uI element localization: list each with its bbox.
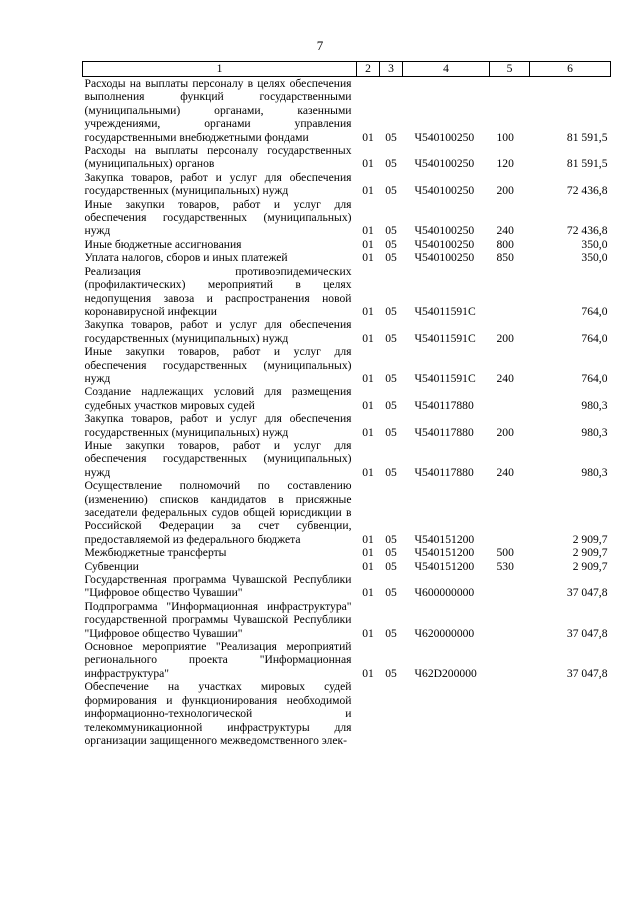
row-expense-type: 240 [496, 224, 514, 238]
row-amount: 980,3 [581, 465, 608, 479]
row-name: Иные бюджетные ассигнования [84, 237, 242, 251]
row-section: 01 [362, 532, 374, 546]
row-expense-type: 850 [496, 251, 514, 265]
row-expense-type: 100 [496, 130, 514, 144]
budget-table [82, 61, 611, 747]
table-row [83, 171, 611, 198]
row-section: 01 [362, 666, 374, 680]
table-row [83, 198, 611, 238]
row-target-code: Ч540151200 [414, 532, 475, 546]
row-target-code: Ч54011591С [414, 331, 476, 345]
header-col-6: 6 [530, 62, 611, 77]
header-col-1: 1 [83, 62, 357, 77]
row-subsection: 05 [385, 666, 397, 680]
row-amount: 350,0 [581, 237, 608, 251]
row-target-code: Ч540117880 [414, 465, 474, 479]
row-subsection: 05 [385, 130, 397, 144]
row-target-code: Ч540100250 [414, 224, 475, 238]
table-row [83, 680, 611, 747]
row-section: 01 [362, 157, 374, 171]
row-target-code: Ч540100250 [414, 157, 475, 171]
row-subsection: 05 [385, 559, 397, 573]
table-row [83, 573, 611, 600]
table-row [83, 479, 611, 546]
table-row [83, 318, 611, 345]
table-body [83, 77, 611, 748]
row-target-code [403, 680, 490, 747]
row-expense-type: 120 [496, 157, 514, 171]
row-subsection: 05 [385, 304, 397, 318]
row-expense-type [490, 600, 530, 640]
row-target-code: Ч620000000 [414, 626, 475, 640]
row-section: 01 [362, 130, 374, 144]
row-amount: 37 047,8 [566, 626, 608, 640]
row-amount: 980,3 [581, 425, 608, 439]
row-amount: 764,0 [581, 331, 608, 345]
row-target-code: Ч540117880 [414, 425, 474, 439]
row-subsection: 05 [385, 465, 397, 479]
header-col-5: 5 [490, 62, 530, 77]
row-expense-type [490, 680, 530, 747]
row-amount: 2 909,7 [572, 546, 608, 560]
row-expense-type: 200 [496, 425, 514, 439]
row-subsection [380, 680, 403, 747]
row-subsection: 05 [385, 586, 397, 600]
row-target-code: Ч540151200 [414, 559, 475, 573]
row-amount: 2 909,7 [572, 532, 608, 546]
row-section: 01 [362, 626, 374, 640]
header-col-2: 2 [357, 62, 380, 77]
table-row [83, 238, 611, 251]
row-target-code: Ч540100250 [414, 251, 475, 265]
table-row [83, 600, 611, 640]
header-col-4: 4 [403, 62, 490, 77]
row-section: 01 [362, 304, 374, 318]
row-subsection: 05 [385, 425, 397, 439]
table-row [83, 560, 611, 573]
table-header [83, 62, 611, 77]
row-section: 01 [362, 184, 374, 198]
row-section: 01 [362, 398, 374, 412]
row-subsection: 05 [385, 532, 397, 546]
row-expense-type [490, 265, 530, 319]
row-amount: 350,0 [581, 251, 608, 265]
row-amount: 81 591,5 [566, 157, 608, 171]
row-section: 01 [362, 251, 374, 265]
row-subsection: 05 [385, 626, 397, 640]
row-expense-type: 240 [496, 371, 514, 385]
row-section: 01 [362, 224, 374, 238]
table-row [83, 640, 611, 680]
table-row [83, 385, 611, 412]
row-name: Создание надлежащих условий для размещения судебных участков мировых судей [84, 385, 352, 412]
row-amount: 764,0 [581, 371, 608, 385]
row-target-code: Ч540100250 [414, 130, 475, 144]
table-row [83, 77, 611, 145]
row-name: Закупка товаров, работ и услуг для обеспечения государственных (муниципальных) нужд [84, 318, 352, 345]
row-name: Иные закупки товаров, работ и услуг для обеспечения государственных (муниципальных) нужд [84, 197, 352, 238]
row-name: Закупка товаров, работ и услуг для обеспечения государственных (муниципальных) нужд [84, 412, 352, 439]
row-section: 01 [362, 331, 374, 345]
table-row [83, 439, 611, 479]
row-target-code: Ч540100250 [414, 184, 475, 198]
row-subsection: 05 [385, 224, 397, 238]
row-subsection: 05 [385, 371, 397, 385]
row-expense-type: 240 [496, 465, 514, 479]
row-name: Осуществление полномочий по составлению (изменению) списков кандидатов в присяжные заседатели федеральных судов общей юрисдикции в Российской Федерации за счет субвенции, предоставляемой из федерального бюджета [84, 479, 352, 546]
row-amount: 37 047,8 [566, 666, 608, 680]
row-name: Основное мероприятие "Реализация мероприятий регионального проекта "Информационная инфраструктура" [84, 640, 352, 680]
row-target-code: Ч540151200 [414, 546, 475, 560]
row-section: 01 [362, 559, 374, 573]
row-expense-type: 200 [496, 331, 514, 345]
row-name: Расходы на выплаты персоналу государственных (муниципальных) органов [84, 144, 352, 171]
row-expense-type [490, 640, 530, 680]
row-section: 01 [362, 371, 374, 385]
row-name: Иные закупки товаров, работ и услуг для обеспечения государственных (муниципальных) нужд [84, 438, 352, 479]
table-row [83, 345, 611, 385]
row-name: Государственная программа Чувашской Республики "Цифровое общество Чувашии" [84, 573, 352, 600]
row-name: Уплата налогов, сборов и иных платежей [84, 251, 288, 265]
row-subsection: 05 [385, 184, 397, 198]
row-amount [530, 680, 611, 747]
table-row [83, 546, 611, 559]
row-subsection: 05 [385, 398, 397, 412]
row-target-code: Ч54011591С [414, 304, 476, 318]
row-expense-type: 200 [496, 184, 514, 198]
page-number: 7 [316, 38, 324, 53]
row-expense-type [490, 385, 530, 412]
row-expense-type: 800 [496, 237, 514, 251]
row-name: Расходы на выплаты персоналу в целях обеспечения выполнения функций государственными (муниципальными) органами, казенными учреждениями, органами управления государственными внебюджетными фондами [84, 77, 352, 144]
row-target-code: Ч54011591С [414, 371, 476, 385]
row-subsection: 05 [385, 251, 397, 265]
row-subsection: 05 [385, 546, 397, 560]
row-subsection: 05 [385, 157, 397, 171]
row-name: Межбюджетные трансферты [84, 546, 227, 560]
row-section: 01 [362, 586, 374, 600]
table-row [83, 251, 611, 264]
row-section: 01 [362, 465, 374, 479]
header-col-3: 3 [380, 62, 403, 77]
row-expense-type: 530 [496, 559, 514, 573]
row-section: 01 [362, 425, 374, 439]
row-section [357, 680, 380, 747]
row-target-code: Ч600000000 [414, 586, 475, 600]
row-section: 01 [362, 546, 374, 560]
table-row [83, 412, 611, 439]
row-expense-type [490, 479, 530, 546]
row-subsection: 05 [385, 237, 397, 251]
table-row [83, 144, 611, 171]
row-name: Закупка товаров, работ и услуг для обеспечения государственных (муниципальных) нужд [84, 170, 352, 198]
row-amount: 72 436,8 [566, 184, 608, 198]
row-amount: 980,3 [581, 398, 608, 412]
row-amount: 37 047,8 [566, 586, 608, 600]
row-name: Субвенции [84, 559, 139, 573]
header-row [83, 62, 611, 77]
row-amount: 764,0 [581, 304, 608, 318]
row-section: 01 [362, 237, 374, 251]
row-target-code: Ч540117880 [414, 398, 474, 412]
row-expense-type: 500 [496, 546, 514, 560]
row-name: Иные закупки товаров, работ и услуг для обеспечения государственных (муниципальных) нужд [84, 345, 352, 385]
row-amount: 72 436,8 [566, 224, 608, 238]
row-name: Подпрограмма "Информационная инфраструктура" государственной программы Чувашской Республики "Цифровое общество Чувашии" [84, 599, 352, 640]
row-name: Обеспечение на участках мировых судей формирования и функционирования необходимой информационно-технологической и телекоммуникационной инфраструктуры для организации защищенного межведомственного элек- [84, 680, 352, 747]
row-expense-type [490, 573, 530, 600]
row-target-code: Ч540100250 [414, 237, 475, 251]
table-row [83, 265, 611, 319]
row-target-code: Ч62D200000 [414, 666, 477, 680]
row-name: Реализация противоэпидемических (профилактических) мероприятий в целях недопущения завоза и распространения новой коронавирусной инфекции [84, 264, 352, 318]
row-amount: 81 591,5 [566, 130, 608, 144]
row-amount: 2 909,7 [572, 559, 608, 573]
row-subsection: 05 [385, 331, 397, 345]
